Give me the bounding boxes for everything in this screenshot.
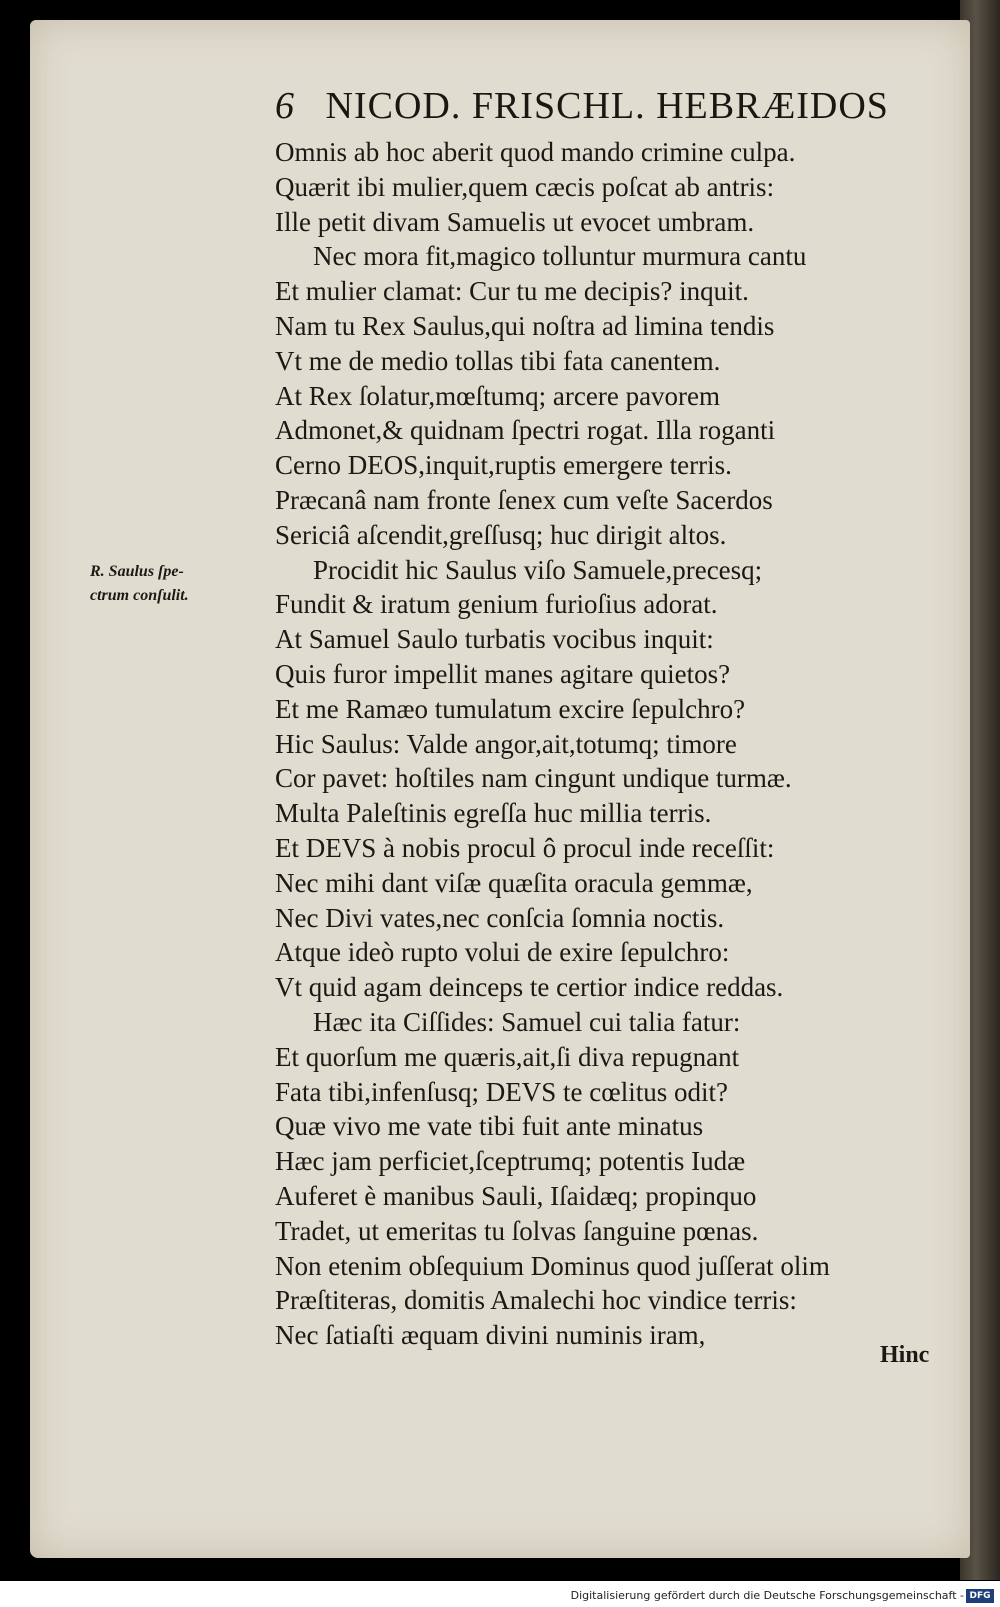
dfg-logo: DFG <box>966 1589 994 1603</box>
verse-line: Præcanâ nam fronte ſenex cum veſte Sacerdos <box>275 484 773 515</box>
verse-line: Fundit & iratum genium furioſius adorat. <box>275 589 718 620</box>
page-number: 6 <box>275 85 295 127</box>
verse-line: Vt quid agam deinceps te certior indice reddas. <box>275 972 784 1003</box>
verse-line: Atque ideò rupto volui de exire ſepulchro: <box>275 937 730 968</box>
verse-line: Vt me de medio tollas tibi fata canentem. <box>275 345 721 376</box>
verse-line: Et DEVS à nobis procul ô procul inde receſſit: <box>275 832 775 863</box>
verse-line: Et me Ramæo tumulatum excire ſepulchro? <box>275 693 746 724</box>
verse-line: Procidit hic Saulus viſo Samuele,precesq; <box>313 554 763 585</box>
verse-line: Quis furor impellit manes agitare quietos? <box>275 658 731 689</box>
running-header <box>275 84 889 128</box>
verse-line: Nec ſatiaſti æquam divini numinis iram, <box>275 1320 706 1351</box>
verse-line: Quæ vivo me vate tibi fuit ante minatus <box>275 1111 704 1142</box>
funding-credit: Digitalisierung gefördert durch die Deutsche Forschungsgemeinschaft - <box>570 1589 964 1602</box>
verse-line: Ille petit divam Samuelis ut evocet umbram. <box>275 206 755 237</box>
verse-line: Et quorſum me quæris,ait,ſi diva repugnant <box>275 1041 740 1072</box>
verse-line: Nec mora fit,magico tolluntur murmura cantu <box>313 241 807 272</box>
digitization-footer <box>0 1581 1000 1607</box>
verse-line: Sericiâ aſcendit,greſſusq; huc dirigit altos. <box>275 519 727 550</box>
verse-line: Non etenim obſequium Dominus quod juſſerat olim <box>275 1250 830 1281</box>
catchword: Hinc <box>880 1342 930 1368</box>
verse-line: At Samuel Saulo turbatis vocibus inquit: <box>275 624 714 655</box>
verse-line: Auferet è manibus Sauli, Iſaidæq; propinquo <box>275 1180 757 1211</box>
verse-line: Hæc jam perficiet,ſceptrumq; potentis Iudæ <box>275 1146 746 1177</box>
verse-text-block <box>275 135 935 1353</box>
verse-line: Nec mihi dant viſæ quæſita oracula gemmæ, <box>275 867 753 898</box>
verse-line: Omnis ab hoc aberit quod mando crimine culpa. <box>275 137 796 167</box>
verse-line: Cerno DEOS,inquit,ruptis emergere terris. <box>275 450 732 481</box>
marginal-note <box>90 560 189 608</box>
verse-line: Præſtiteras, domitis Amalechi hoc vindice terris: <box>275 1285 797 1316</box>
marginal-note-line: ctrum conſulit. <box>90 587 189 604</box>
verse-line: Multa Paleſtinis egreſſa huc millia terris. <box>275 798 712 829</box>
verse-line: Admonet,& quidnam ſpectri rogat. Illa roganti <box>275 415 776 446</box>
verse-line: Fata tibi,infenſusq; DEVS te cœlitus odit? <box>275 1076 728 1107</box>
verse-line: Et mulier clamat: Cur tu me decipis? inquit. <box>275 276 749 307</box>
verse-line: Hic Saulus: Valde angor,ait,totumq; timore <box>275 728 737 759</box>
running-title: NICOD. FRISCHL. HEBRÆIDOS <box>325 85 889 127</box>
marginal-note-line: R. Saulus ſpe- <box>90 563 184 580</box>
verse-line: Cor pavet: hoſtiles nam cingunt undique turmæ. <box>275 763 792 794</box>
verse-line: Quærit ibi mulier,quem cæcis poſcat ab antris: <box>275 171 775 202</box>
verse-line: Nam tu Rex Saulus,qui noſtra ad limina tendis <box>275 310 775 341</box>
verse-line: At Rex ſolatur,mœſtumq; arcere pavorem <box>275 380 721 411</box>
verse-line: Hæc ita Ciſſides: Samuel cui talia fatur: <box>313 1006 741 1037</box>
verse-line: Nec Divi vates,nec conſcia ſomnia noctis. <box>275 902 725 933</box>
verse-line: Tradet, ut emeritas tu ſolvas ſanguine pœnas. <box>275 1215 759 1246</box>
